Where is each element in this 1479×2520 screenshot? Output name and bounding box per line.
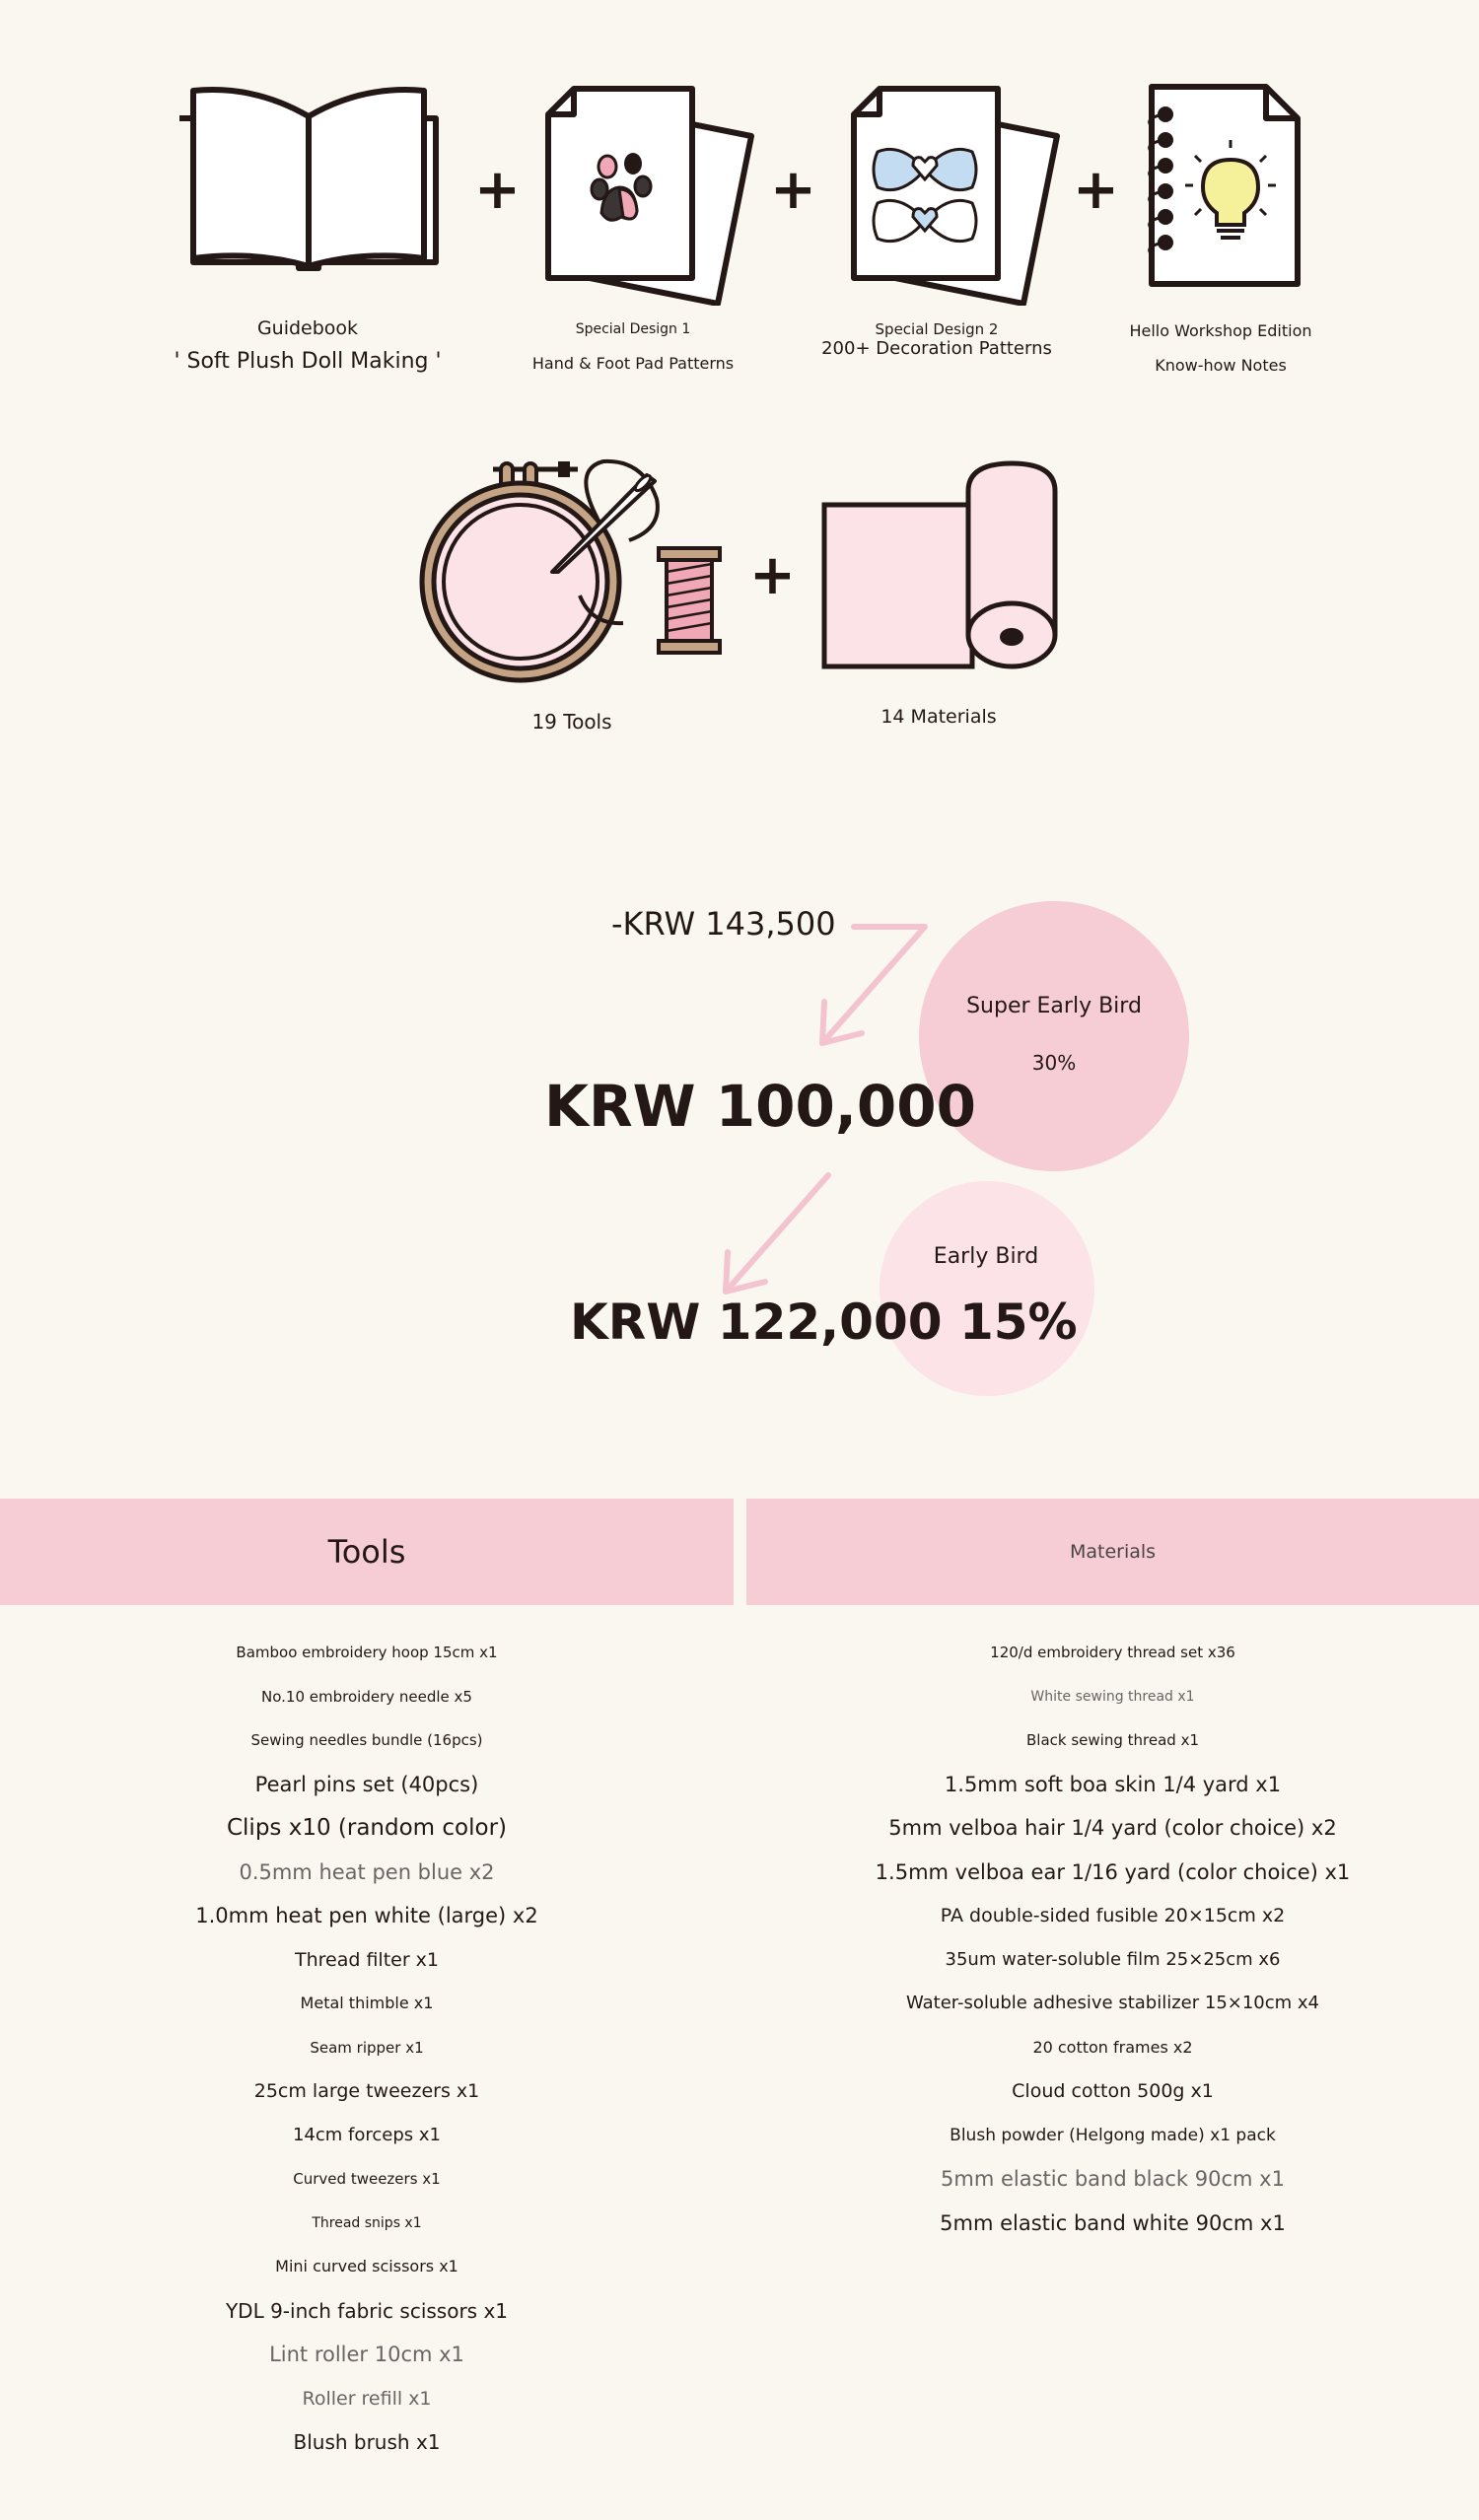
design1-subtitle: Hand & Foot Pad Patterns bbox=[531, 354, 735, 373]
list-item: Seam ripper x1 bbox=[310, 2038, 424, 2057]
super-early-percent: 30% bbox=[1031, 1051, 1077, 1075]
arrow-icon bbox=[716, 1169, 844, 1297]
plus-sign: + bbox=[749, 543, 796, 607]
list-item: Bamboo embroidery hoop 15cm x1 bbox=[236, 1644, 498, 1661]
early-price-line bbox=[570, 1294, 1078, 1351]
tools-header-title: Tools bbox=[327, 1533, 406, 1571]
materials-header bbox=[746, 1499, 1479, 1605]
design2-subtitle: 200+ Decoration Patterns bbox=[821, 338, 1052, 359]
list-item: YDL 9-inch fabric scissors x1 bbox=[225, 2298, 509, 2323]
guidebook-title: Guidebook bbox=[256, 317, 359, 339]
list-item: 20 cotton frames x2 bbox=[1032, 2037, 1193, 2057]
early-badge bbox=[880, 1181, 1094, 1396]
materials-count-caption: 14 Materials bbox=[880, 706, 997, 728]
list-item: Black sewing thread x1 bbox=[1026, 1731, 1199, 1749]
list-item: Metal thimble x1 bbox=[300, 1994, 434, 2012]
list-item: Clips x10 (random color) bbox=[226, 1815, 508, 1841]
bow-pattern-icon bbox=[850, 85, 1063, 306]
design1-caption bbox=[485, 321, 781, 373]
list-item: 5mm elastic band white 90cm x1 bbox=[940, 2210, 1286, 2235]
materials-list bbox=[746, 1631, 1479, 2245]
list-item: Curved tweezers x1 bbox=[293, 2170, 441, 2188]
list-item: Sewing needles bundle (16pcs) bbox=[250, 1731, 483, 1749]
early-percent: 15% bbox=[958, 1294, 1078, 1351]
embroidery-hoop-needle-thread-icon bbox=[414, 450, 730, 692]
plus-sign: + bbox=[474, 158, 521, 222]
list-item: 1.5mm velboa ear 1/16 yard (color choice) x1 bbox=[875, 1859, 1351, 1884]
open-book-icon bbox=[176, 85, 442, 302]
list-item: 0.5mm heat pen blue x2 bbox=[239, 1859, 495, 1884]
list-item: Thread filter x1 bbox=[294, 1948, 440, 1971]
list-item: Cloud cotton 500g x1 bbox=[1012, 2080, 1214, 2102]
list-item: Roller refill x1 bbox=[302, 2387, 432, 2410]
list-item: 25cm large tweezers x1 bbox=[253, 2080, 480, 2102]
list-item: Water-soluble adhesive stabilizer 15×10cm x4 bbox=[905, 1993, 1320, 2013]
early-label: Early Bird bbox=[933, 1244, 1039, 1269]
super-early-label: Super Early Bird bbox=[966, 994, 1142, 1018]
notes-subtitle: Know-how Notes bbox=[1155, 356, 1287, 375]
list-item: Pearl pins set (40pcs) bbox=[254, 1772, 479, 1796]
tools-header bbox=[0, 1499, 734, 1605]
list-item: White sewing thread x1 bbox=[1030, 1688, 1195, 1705]
list-item: No.10 embroidery needle x5 bbox=[261, 1687, 472, 1706]
list-item: Blush powder (Helgong made) x1 pack bbox=[950, 2125, 1276, 2145]
tools-list bbox=[0, 1631, 734, 2465]
design1-title: Special Design 1 bbox=[575, 321, 691, 337]
notes-title: Hello Workshop Edition bbox=[1129, 321, 1312, 340]
list-item: Mini curved scissors x1 bbox=[275, 2257, 458, 2275]
early-price: KRW 122,000 bbox=[570, 1294, 943, 1351]
materials-header-title: Materials bbox=[1069, 1541, 1157, 1563]
notebook-lightbulb-icon bbox=[1138, 83, 1303, 290]
design2-caption bbox=[789, 320, 1085, 359]
guidebook-subtitle: ' Soft Plush Doll Making ' bbox=[174, 349, 442, 374]
design2-title: Special Design 2 bbox=[875, 320, 999, 338]
list-item: 35um water-soluble film 25×25cm x6 bbox=[945, 1948, 1281, 1970]
list-item: PA double-sided fusible 20×15cm x2 bbox=[940, 1905, 1286, 1926]
discount-amount: -KRW 143,500 bbox=[611, 905, 836, 943]
list-item: 14cm forceps x1 bbox=[292, 2124, 441, 2145]
list-item: Blush brush x1 bbox=[293, 2430, 441, 2454]
paw-pattern-icon bbox=[544, 85, 757, 306]
super-early-price: KRW 100,000 bbox=[544, 1073, 976, 1140]
list-item: 5mm elastic band black 90cm x1 bbox=[941, 2167, 1285, 2191]
list-item: Thread snips x1 bbox=[312, 2214, 422, 2231]
list-item: 120/d embroidery thread set x36 bbox=[990, 1644, 1235, 1661]
fabric-roll-icon bbox=[820, 457, 1061, 672]
guidebook-caption bbox=[160, 317, 456, 374]
list-item: 5mm velboa hair 1/4 yard (color choice) x2 bbox=[888, 1816, 1337, 1840]
list-item: 1.5mm soft boa skin 1/4 yard x1 bbox=[944, 1772, 1282, 1796]
plus-sign: + bbox=[770, 158, 816, 222]
list-item: Lint roller 10cm x1 bbox=[269, 2343, 464, 2366]
tools-count-caption: 19 Tools bbox=[531, 710, 612, 734]
list-item: 1.0mm heat pen white (large) x2 bbox=[195, 1904, 538, 1927]
notes-caption bbox=[1073, 321, 1369, 375]
plus-sign: + bbox=[1073, 158, 1119, 222]
